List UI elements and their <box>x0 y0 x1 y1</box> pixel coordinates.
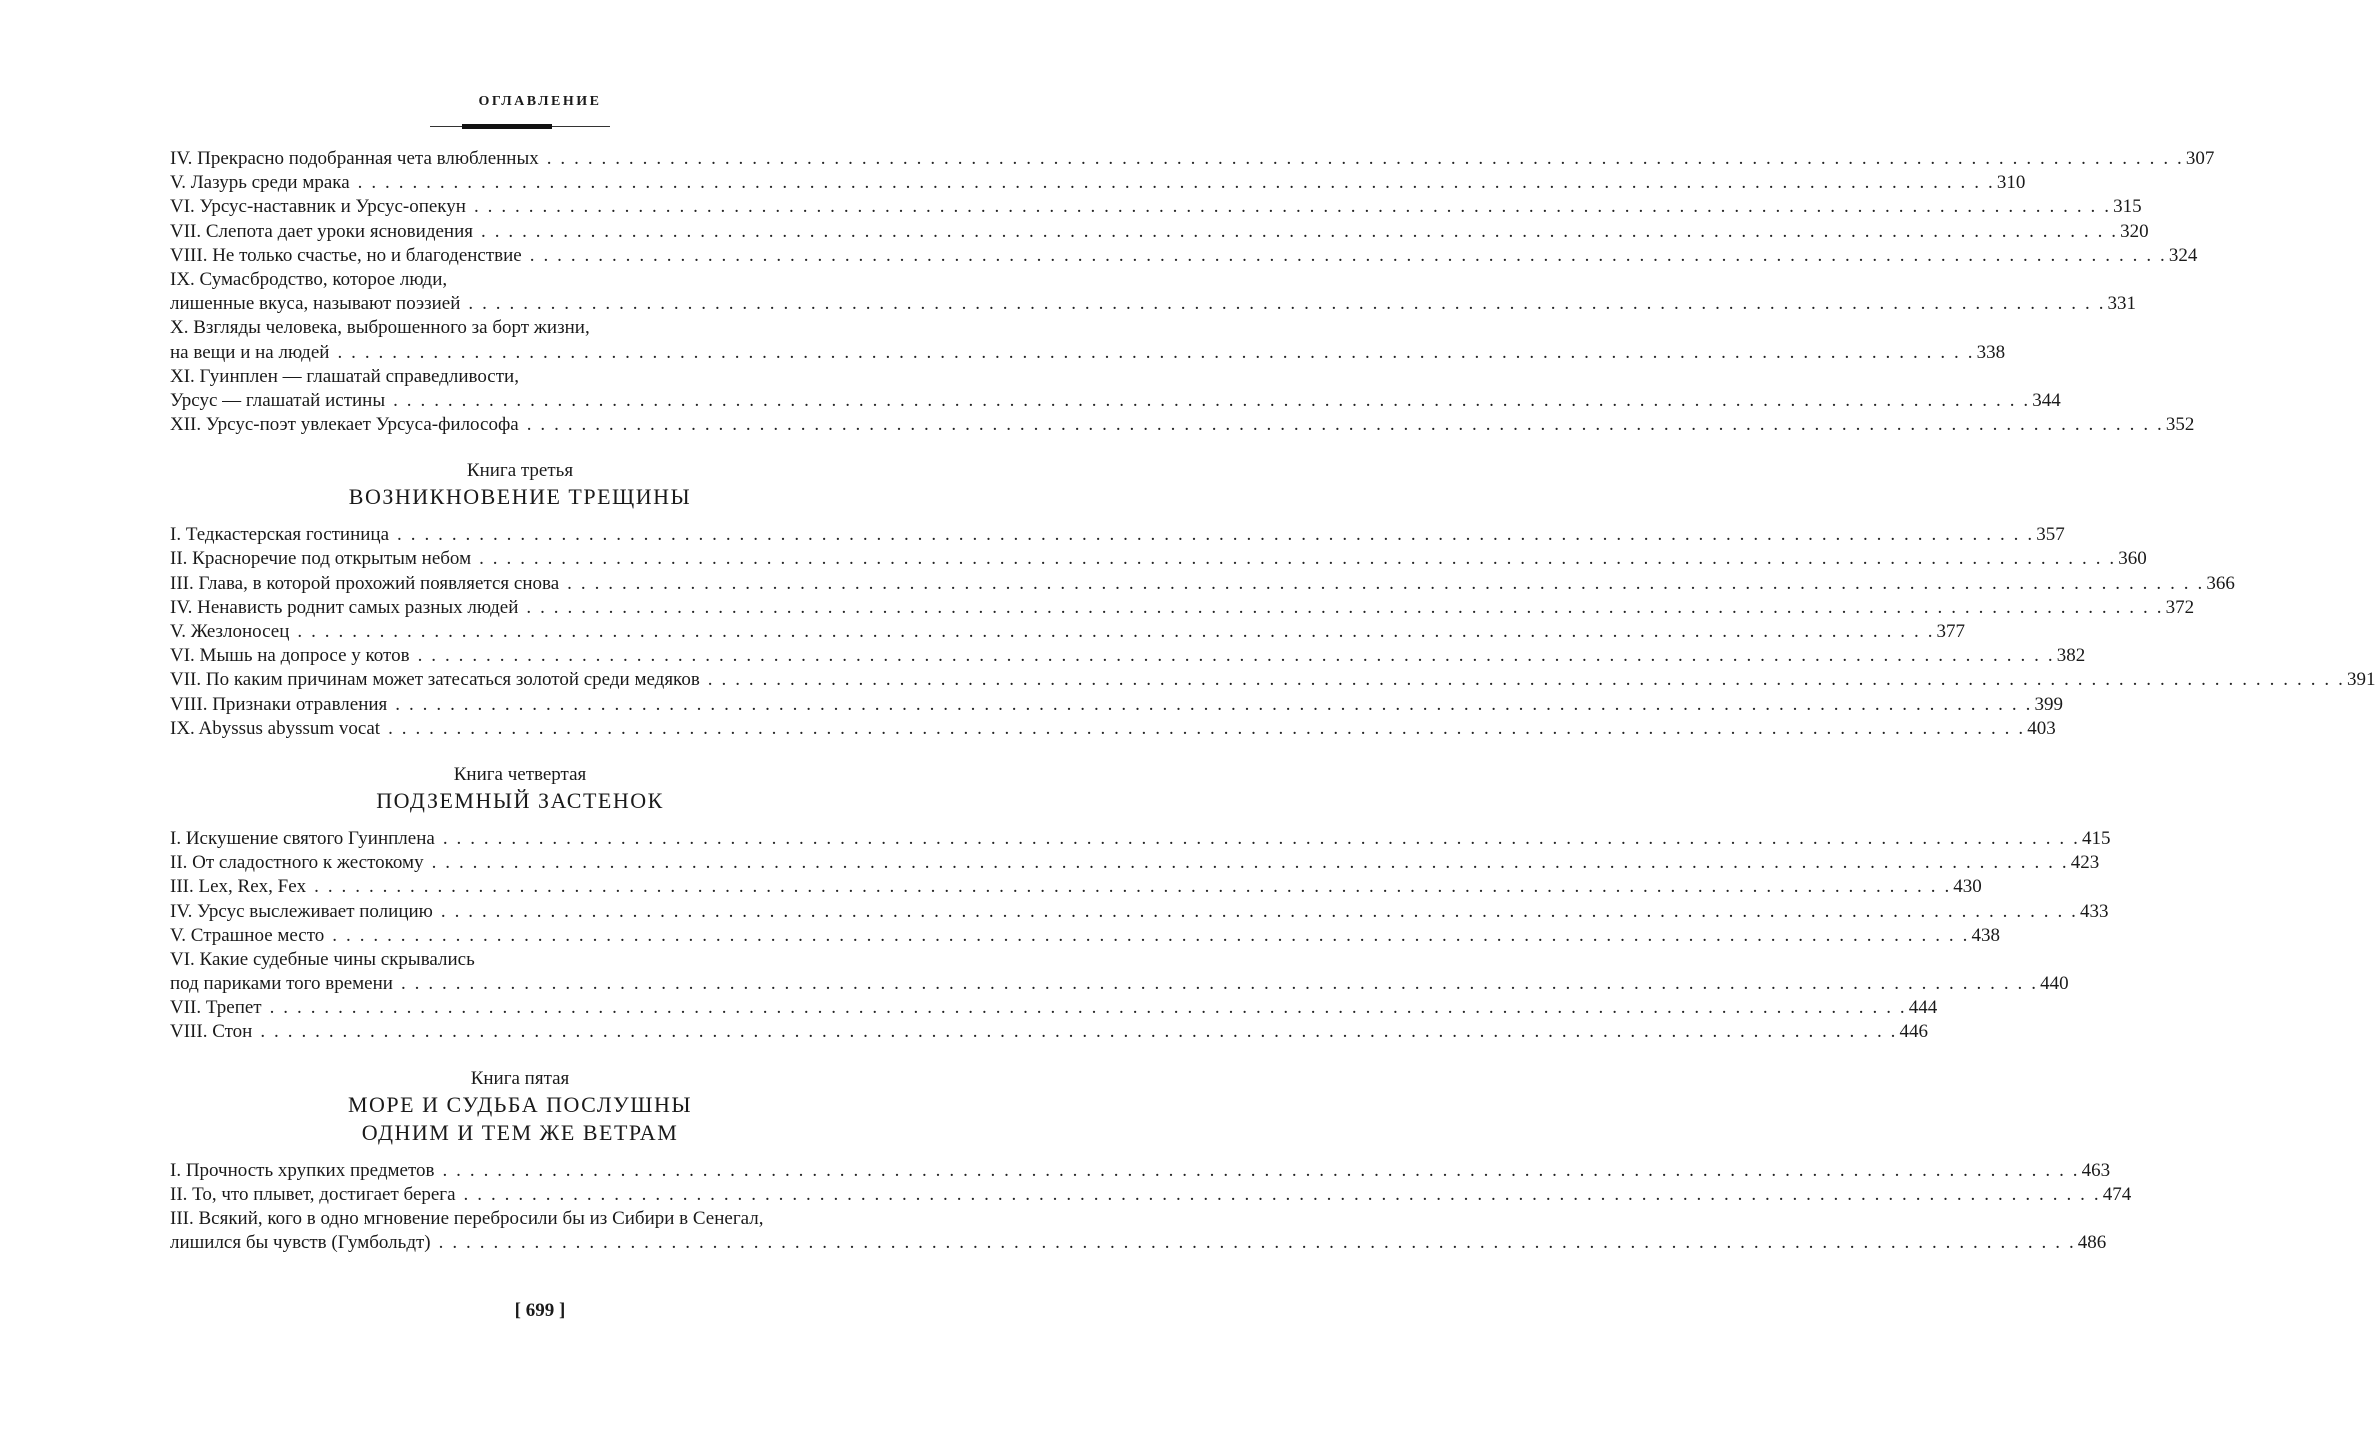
entry-page: 399 <box>2034 693 2063 715</box>
toc-entry-line <box>170 1159 2111 1183</box>
entry-page: 344 <box>2032 389 2061 411</box>
entry-page: 366 <box>2206 572 2235 594</box>
dot-leader: . . . . . . . . . . . . . . . . . . . . . . . . . . . . . . . . . . . . . . . . . . . . . . . . . . . . . . . . . . . . . . . . . . . . . . . . . . . . . . . . . . . . . . . . . . . . . . . . . . . . . . . . . . . . . . . . . . . . . . . . <box>479 548 2117 570</box>
dot-leader: . . . . . . . . . . . . . . . . . . . . . . . . . . . . . . . . . . . . . . . . . . . . . . . . . . . . . . . . . . . . . . . . . . . . . . . . . . . . . . . . . . . . . . . . . . . . . . . . . . . . . . . . . . . . . . . . . . . . . . . . <box>417 645 2055 667</box>
table-of-contents <box>170 147 2375 1255</box>
entry-title: Урсус — глашатай истины <box>170 389 386 411</box>
toc-entry-line <box>170 620 1966 644</box>
toc-entry-line <box>170 693 2063 717</box>
toc-entry <box>170 924 2000 948</box>
dot-leader: . . . . . . . . . . . . . . . . . . . . . . . . . . . . . . . . . . . . . . . . . . . . . . . . . . . . . . . . . . . . . . . . . . . . . . . . . . . . . . . . . . . . . . . . . . . . . . . . . . . . . . . . . . . . . . . . . . . . . . . . <box>526 414 2164 436</box>
toc-entry-line: III. Всякий, кого в одно мгновение перебросили бы из Сибири в Сенегал, <box>170 1208 764 1229</box>
dot-leader: . . . . . . . . . . . . . . . . . . . . . . . . . . . . . . . . . . . . . . . . . . . . . . . . . . . . . . . . . . . . . . . . . . . . . . . . . . . . . . . . . . . . . . . . . . . . . . . . . . . . . . . . . . . . . . . . . . . . . . . . <box>526 596 2164 618</box>
toc-entry-line: VI. Какие судебные чины скрывались <box>170 948 475 970</box>
toc-entry <box>170 413 2195 437</box>
section-heading <box>170 763 870 815</box>
dot-leader: . . . . . . . . . . . . . . . . . . . . . . . . . . . . . . . . . . . . . . . . . . . . . . . . . . . . . . . . . . . . . . . . . . . . . . . . . . . . . . . . . . . . . . . . . . . . . . . . . . . . . . . . . . . . . . . . . . . . . . . . <box>269 997 1907 1019</box>
entry-title: III. Глава, в которой прохожий появляется снова <box>170 572 560 594</box>
toc-entry-line: IX. Сумасбродство, которое люди, <box>170 268 448 290</box>
dot-leader: . . . . . . . . . . . . . . . . . . . . . . . . . . . . . . . . . . . . . . . . . . . . . . . . . . . . . . . . . . . . . . . . . . . . . . . . . . . . . . . . . . . . . . . . . . . . . . . . . . . . . . . . . . . . . . . . . . . . . . . . <box>431 852 2069 874</box>
book-title: МОРЕ И СУДЬБА ПОСЛУШНЫ <box>347 1091 693 1117</box>
entry-page: 352 <box>2165 414 2195 436</box>
entry-page: 446 <box>1899 1021 1929 1043</box>
toc-entry-line <box>170 171 2026 195</box>
toc-entry-line <box>170 972 2069 996</box>
toc-entry <box>170 693 2063 717</box>
toc-entry-line <box>170 572 2235 596</box>
entry-title: I. Искушение святого Гуинплена <box>170 827 435 849</box>
entry-page: 372 <box>2165 596 2195 618</box>
dot-leader: . . . . . . . . . . . . . . . . . . . . . . . . . . . . . . . . . . . . . . . . . . . . . . . . . . . . . . . . . . . . . . . . . . . . . . . . . . . . . . . . . . . . . . . . . . . . . . . . . . . . . . . . . . . . . . . . . . . . . . . . <box>442 1159 2080 1181</box>
toc-entry-line <box>170 1231 2107 1255</box>
toc-entry <box>170 668 2375 692</box>
entry-title: I. Прочность хрупких предметов <box>170 1159 435 1181</box>
dot-leader: . . . . . . . . . . . . . . . . . . . . . . . . . . . . . . . . . . . . . . . . . . . . . . . . . . . . . . . . . . . . . . . . . . . . . . . . . . . . . . . . . . . . . . . . . . . . . . . . . . . . . . . . . . . . . . . . . . . . . . . . <box>438 1232 2076 1254</box>
entry-title: VI. Урсус-наставник и Урсус-опекун <box>170 196 466 218</box>
dot-leader: . . . . . . . . . . . . . . . . . . . . . . . . . . . . . . . . . . . . . . . . . . . . . . . . . . . . . . . . . . . . . . . . . . . . . . . . . . . . . . . . . . . . . . . . . . . . . . . . . . . . . . . . . . . . . . . . . . . . . . . . <box>297 621 1935 642</box>
book-title: ОДНИМ И ТЕМ ЖЕ ВЕТРАМ <box>361 1119 679 1145</box>
entry-title: II. То, что плывет, достигает берега <box>170 1183 456 1205</box>
book-label: Книга третья <box>466 460 574 482</box>
entry-page: 377 <box>1936 621 1966 642</box>
entry-page: 430 <box>1953 876 1982 898</box>
toc-entry <box>170 365 2061 413</box>
toc-entry <box>170 316 2006 364</box>
dot-leader: . . . . . . . . . . . . . . . . . . . . . . . . . . . . . . . . . . . . . . . . . . . . . . . . . . . . . . . . . . . . . . . . . . . . . . . . . . . . . . . . . . . . . . . . . . . . . . . . . . . . . . . . . . . . . . . . . . . . . . . . <box>468 293 2106 315</box>
entry-title: VII. Слепота дает уроки ясновидения <box>170 220 473 242</box>
toc-entry-line <box>170 413 2195 437</box>
entry-title: V. Жезлоносец <box>170 621 290 642</box>
header-rule-accent <box>462 124 552 129</box>
toc-entry-line <box>170 523 2065 547</box>
toc-entry <box>170 523 2065 547</box>
entry-title: IV. Урсус выслеживает полицию <box>170 900 433 922</box>
entry-page: 391 <box>2346 669 2375 691</box>
dot-leader: . . . . . . . . . . . . . . . . . . . . . . . . . . . . . . . . . . . . . . . . . . . . . . . . . . . . . . . . . . . . . . . . . . . . . . . . . . . . . . . . . . . . . . . . . . . . . . . . . . . . . . . . . . . . . . . . . . . . . . . . <box>567 572 2205 594</box>
entry-page: 463 <box>2081 1159 2111 1181</box>
dot-leader: . . . . . . . . . . . . . . . . . . . . . . . . . . . . . . . . . . . . . . . . . . . . . . . . . . . . . . . . . . . . . . . . . . . . . . . . . . . . . . . . . . . . . . . . . . . . . . . . . . . . . . . . . . . . . . . . . . . . . . . . <box>440 900 2079 922</box>
toc-entry <box>170 996 1938 1020</box>
entry-page: 433 <box>2080 900 2109 922</box>
entry-title: лишенные вкуса, называют поэзией <box>170 293 461 315</box>
entry-page: 382 <box>2056 645 2086 667</box>
dot-leader: . . . . . . . . . . . . . . . . . . . . . . . . . . . . . . . . . . . . . . . . . . . . . . . . . . . . . . . . . . . . . . . . . . . . . . . . . . . . . . . . . . . . . . . . . . . . . . . . . . . . . . . . . . . . . . . . . . . . . . . . <box>400 973 2039 995</box>
toc-entry-line <box>170 1183 2132 1207</box>
entry-title: VIII. Стон <box>170 1021 253 1043</box>
toc-entry <box>170 244 2198 268</box>
entry-page: 320 <box>2120 220 2149 242</box>
toc-entry-line <box>170 996 1938 1020</box>
entry-page: 307 <box>2185 148 2215 169</box>
entry-title: II. От сладостного к жестокому <box>170 852 424 874</box>
entry-page: 331 <box>2107 293 2137 315</box>
toc-entry-line <box>170 644 2086 668</box>
dot-leader: . . . . . . . . . . . . . . . . . . . . . . . . . . . . . . . . . . . . . . . . . . . . . . . . . . . . . . . . . . . . . . . . . . . . . . . . . . . . . . . . . . . . . . . . . . . . . . . . . . . . . . . . . . . . . . . . . . . . . . . . <box>337 341 1975 363</box>
dot-leader: . . . . . . . . . . . . . . . . . . . . . . . . . . . . . . . . . . . . . . . . . . . . . . . . . . . . . . . . . . . . . . . . . . . . . . . . . . . . . . . . . . . . . . . . . . . . . . . . . . . . . . . . . . . . . . . . . . . . . . . . <box>481 220 2119 242</box>
entry-title: VII. Трепет <box>170 997 262 1019</box>
entry-title: VIII. Не только счастье, но и благоденствие <box>170 244 522 266</box>
toc-entry-line <box>170 389 2061 413</box>
toc-entry <box>170 717 2056 741</box>
toc-entry-line <box>170 924 2000 948</box>
toc-entry <box>170 948 2069 996</box>
entry-title: лишился бы чувств (Гумбольдт) <box>170 1232 431 1254</box>
toc-entry <box>170 572 2235 596</box>
entry-title: XII. Урсус-поэт увлекает Урсуса-философа <box>170 414 519 436</box>
book-title: ВОЗНИКНОВЕНИЕ ТРЕЩИНЫ <box>348 484 692 510</box>
toc-entry <box>170 900 2109 924</box>
entry-page: 438 <box>1971 924 2000 946</box>
toc-entry <box>170 620 1966 644</box>
book-label: Книга четвертая <box>453 763 587 785</box>
dot-leader: . . . . . . . . . . . . . . . . . . . . . . . . . . . . . . . . . . . . . . . . . . . . . . . . . . . . . . . . . . . . . . . . . . . . . . . . . . . . . . . . . . . . . . . . . . . . . . . . . . . . . . . . . . . . . . . . . . . . . . . . <box>314 876 1952 898</box>
dot-leader: . . . . . . . . . . . . . . . . . . . . . . . . . . . . . . . . . . . . . . . . . . . . . . . . . . . . . . . . . . . . . . . . . . . . . . . . . . . . . . . . . . . . . . . . . . . . . . . . . . . . . . . . . . . . . . . . . . . . . . . . <box>357 172 1995 194</box>
toc-entry <box>170 1207 2107 1255</box>
book-label: Книга пятая <box>470 1067 570 1089</box>
toc-entry-line <box>170 827 2111 851</box>
toc-entry <box>170 268 2137 316</box>
entry-page: 360 <box>2118 548 2147 570</box>
entry-page: 324 <box>2168 244 2198 266</box>
section-heading <box>170 459 870 511</box>
toc-entry <box>170 851 2100 875</box>
toc-entry <box>170 596 2195 620</box>
entry-title: V. Лазурь среди мрака <box>170 172 350 194</box>
toc-entry-line <box>170 147 2215 171</box>
toc-entry-line <box>170 292 2137 316</box>
entry-title: VIII. Признаки отравления <box>170 693 388 715</box>
toc-entry <box>170 827 2111 851</box>
dot-leader: . . . . . . . . . . . . . . . . . . . . . . . . . . . . . . . . . . . . . . . . . . . . . . . . . . . . . . . . . . . . . . . . . . . . . . . . . . . . . . . . . . . . . . . . . . . . . . . . . . . . . . . . . . . . . . . . . . . . . . . . <box>473 196 2112 218</box>
page-number: [ 699 ] <box>514 1300 566 1321</box>
dot-leader: . . . . . . . . . . . . . . . . . . . . . . . . . . . . . . . . . . . . . . . . . . . . . . . . . . . . . . . . . . . . . . . . . . . . . . . . . . . . . . . . . . . . . . . . . . . . . . . . . . . . . . . . . . . . . . . . . . . . . . . . <box>395 693 2033 715</box>
toc-entry <box>170 147 2215 171</box>
entry-title: V. Страшное место <box>170 924 325 946</box>
toc-entry-line <box>170 195 2142 219</box>
dot-leader: . . . . . . . . . . . . . . . . . . . . . . . . . . . . . . . . . . . . . . . . . . . . . . . . . . . . . . . . . . . . . . . . . . . . . . . . . . . . . . . . . . . . . . . . . . . . . . . . . . . . . . . . . . . . . . . . . . . . . . . . <box>546 148 2184 169</box>
entry-title: VII. По каким причинам может затесаться золотой среди медяков <box>170 669 700 691</box>
toc-entry <box>170 1020 1929 1044</box>
dot-leader: . . . . . . . . . . . . . . . . . . . . . . . . . . . . . . . . . . . . . . . . . . . . . . . . . . . . . . . . . . . . . . . . . . . . . . . . . . . . . . . . . . . . . . . . . . . . . . . . . . . . . . . . . . . . . . . . . . . . . . . . <box>707 669 2345 691</box>
entry-title: III. Lex, Rex, Fex <box>170 876 307 898</box>
dot-leader: . . . . . . . . . . . . . . . . . . . . . . . . . . . . . . . . . . . . . . . . . . . . . . . . . . . . . . . . . . . . . . . . . . . . . . . . . . . . . . . . . . . . . . . . . . . . . . . . . . . . . . . . . . . . . . . . . . . . . . . . <box>332 924 1970 946</box>
toc-entry-line <box>170 717 2056 741</box>
toc-entry-line: XI. Гуинплен — глашатай справедливости, <box>170 365 519 387</box>
toc-entry-line <box>170 220 2149 244</box>
toc-entry-line <box>170 900 2109 924</box>
entry-page: 315 <box>2113 196 2142 218</box>
entry-page: 357 <box>2036 524 2065 546</box>
entry-page: 486 <box>2077 1232 2107 1254</box>
entry-title: II. Красноречие под открытым небом <box>170 548 472 570</box>
entry-page: 474 <box>2102 1183 2132 1205</box>
toc-entry <box>170 195 2142 219</box>
entry-title: IV. Прекрасно подобранная чета влюбленных <box>170 148 539 169</box>
toc-entry-line <box>170 341 2006 365</box>
entry-page: 423 <box>2070 852 2100 874</box>
toc-entry-line <box>170 244 2198 268</box>
toc-entry <box>170 875 1982 899</box>
entry-page: 338 <box>1976 341 2006 363</box>
toc-entry-line <box>170 547 2147 571</box>
toc-entry-line <box>170 875 1982 899</box>
running-head: ОГЛАВЛЕНИЕ <box>478 94 602 109</box>
toc-entry-line <box>170 596 2195 620</box>
toc-entry-line <box>170 1020 1929 1044</box>
toc-entry-line <box>170 851 2100 875</box>
dot-leader: . . . . . . . . . . . . . . . . . . . . . . . . . . . . . . . . . . . . . . . . . . . . . . . . . . . . . . . . . . . . . . . . . . . . . . . . . . . . . . . . . . . . . . . . . . . . . . . . . . . . . . . . . . . . . . . . . . . . . . . . <box>260 1021 1898 1043</box>
toc-entry <box>170 171 2026 195</box>
toc-entry <box>170 1183 2132 1207</box>
entry-title: I. Тедкастерская гостиница <box>170 524 390 546</box>
entry-page: 403 <box>2027 717 2056 739</box>
toc-entry-line: X. Взгляды человека, выброшенного за борт жизни, <box>170 317 590 339</box>
entry-title: под париками того времени <box>170 973 393 995</box>
dot-leader: . . . . . . . . . . . . . . . . . . . . . . . . . . . . . . . . . . . . . . . . . . . . . . . . . . . . . . . . . . . . . . . . . . . . . . . . . . . . . . . . . . . . . . . . . . . . . . . . . . . . . . . . . . . . . . . . . . . . . . . . <box>393 389 2031 411</box>
entry-page: 444 <box>1908 997 1938 1019</box>
entry-page: 415 <box>2081 827 2111 849</box>
dot-leader: . . . . . . . . . . . . . . . . . . . . . . . . . . . . . . . . . . . . . . . . . . . . . . . . . . . . . . . . . . . . . . . . . . . . . . . . . . . . . . . . . . . . . . . . . . . . . . . . . . . . . . . . . . . . . . . . . . . . . . . . <box>388 717 2026 739</box>
entry-page: 310 <box>1996 172 2026 194</box>
dot-leader: . . . . . . . . . . . . . . . . . . . . . . . . . . . . . . . . . . . . . . . . . . . . . . . . . . . . . . . . . . . . . . . . . . . . . . . . . . . . . . . . . . . . . . . . . . . . . . . . . . . . . . . . . . . . . . . . . . . . . . . . <box>529 244 2167 266</box>
toc-entry-line <box>170 668 2375 692</box>
entry-title: на вещи и на людей <box>170 341 330 363</box>
toc-entry <box>170 1159 2111 1183</box>
dot-leader: . . . . . . . . . . . . . . . . . . . . . . . . . . . . . . . . . . . . . . . . . . . . . . . . . . . . . . . . . . . . . . . . . . . . . . . . . . . . . . . . . . . . . . . . . . . . . . . . . . . . . . . . . . . . . . . . . . . . . . . . <box>463 1183 2101 1205</box>
entry-title: IX. Abyssus abyssum vocat <box>170 717 381 739</box>
entry-title: IV. Ненависть роднит самых разных людей <box>170 596 519 618</box>
dot-leader: . . . . . . . . . . . . . . . . . . . . . . . . . . . . . . . . . . . . . . . . . . . . . . . . . . . . . . . . . . . . . . . . . . . . . . . . . . . . . . . . . . . . . . . . . . . . . . . . . . . . . . . . . . . . . . . . . . . . . . . . <box>442 827 2080 849</box>
toc-entry <box>170 644 2086 668</box>
book-title: ПОДЗЕМНЫЙ ЗАСТЕНОК <box>376 787 664 813</box>
toc-entry <box>170 220 2149 244</box>
entry-title: VI. Мышь на допросе у котов <box>170 645 410 667</box>
toc-entry <box>170 547 2147 571</box>
entry-page: 440 <box>2040 973 2069 995</box>
section-heading <box>170 1067 870 1147</box>
dot-leader: . . . . . . . . . . . . . . . . . . . . . . . . . . . . . . . . . . . . . . . . . . . . . . . . . . . . . . . . . . . . . . . . . . . . . . . . . . . . . . . . . . . . . . . . . . . . . . . . . . . . . . . . . . . . . . . . . . . . . . . . <box>397 524 2035 546</box>
